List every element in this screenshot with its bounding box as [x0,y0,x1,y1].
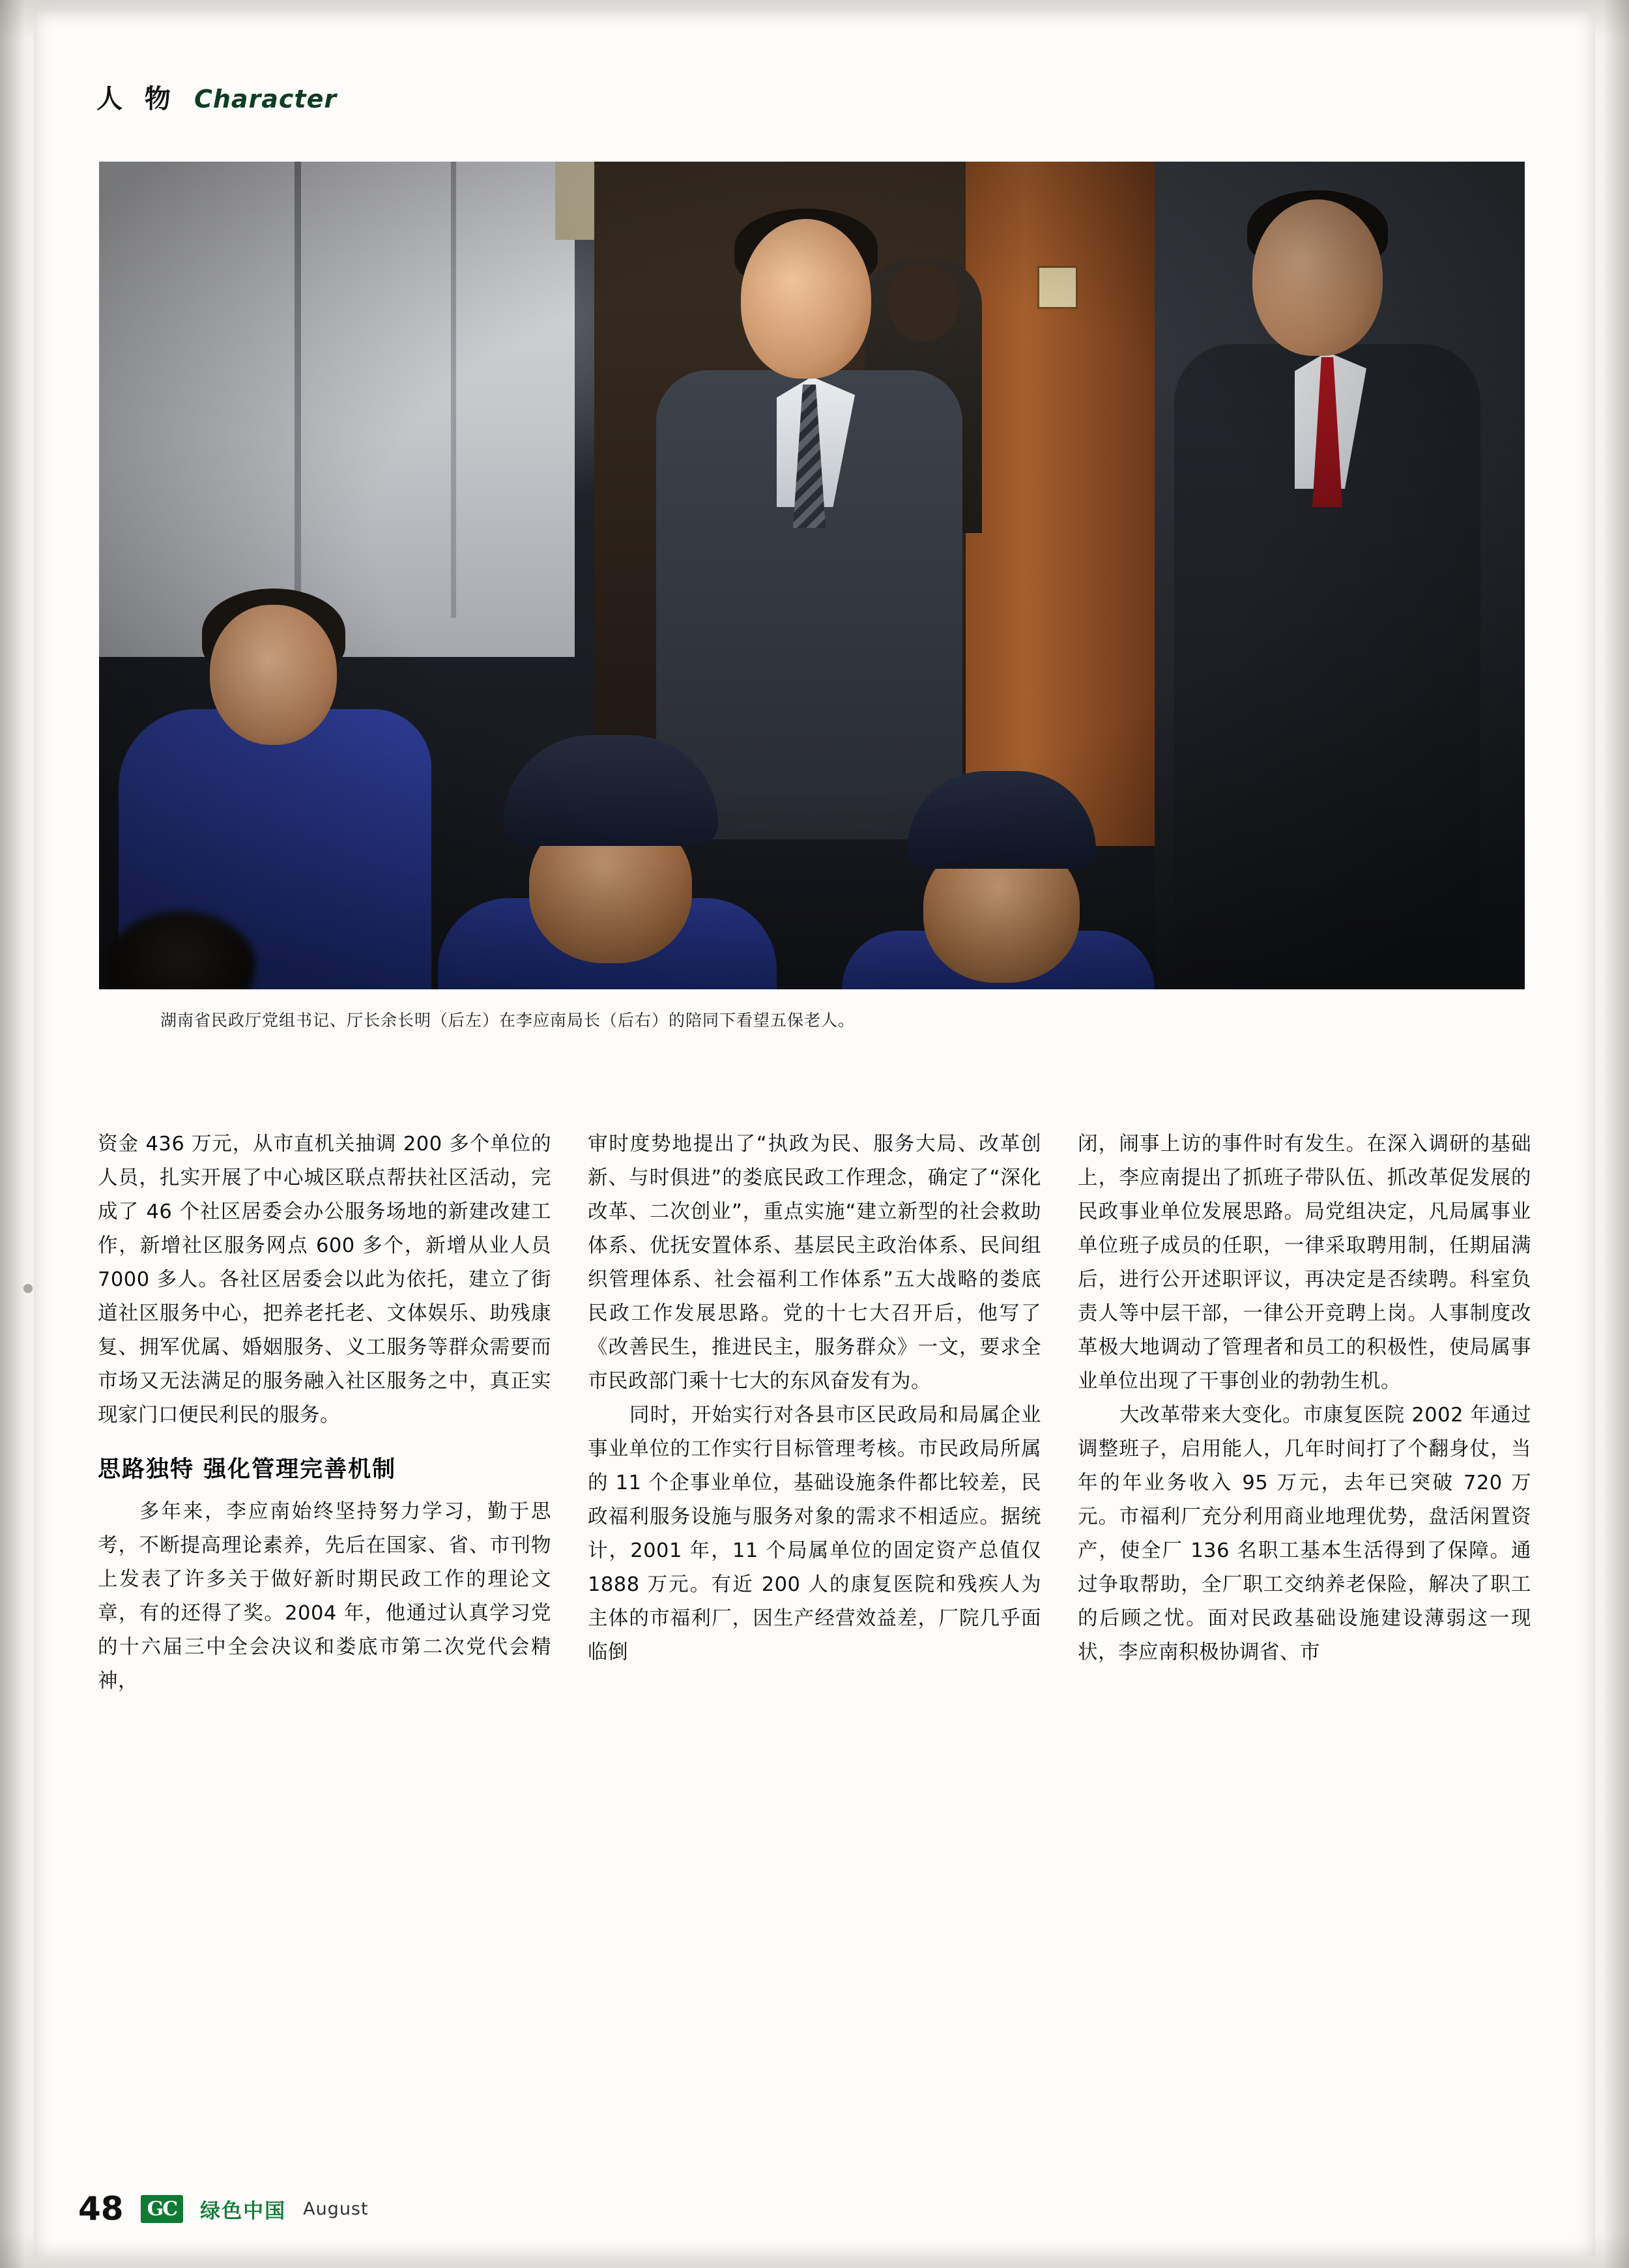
edge-blemish [23,1284,33,1293]
page-number: 48 [78,2190,124,2228]
paragraph-left-1: 资金 436 万元，从市直机关抽调 200 多个单位的人员，扎实开展了中心城区联点帮扶社区活动，完成了 46 个社区居委会办公服务场地的新建改建工作，新增社区服务网点 600 多个，新增从业人员 7000 多人。各社区居委会以此为依托，建立了街道社区服务中心，把养老托老、文体娱乐、助残康复、拥军优属、婚姻服务、义工服务等群众需要而市场又无法满足的服务融入社区服务之中，真正实现家门口便民利民的服务。 [98,1133,551,1427]
section-header [96,78,337,115]
column-right [1078,1127,1531,1698]
paragraph-left-2: 多年来，李应南始终坚持努力学习，勤于思考，不断提高理论素养，先后在国家、省、市刊物上发表了许多关于做好新时期民政工作的理论文章，有的还得了奖。2004 年，他通过认真学习党的十六届三中全会决议和娄底市第二次党代会精神， [98,1500,551,1693]
photo-caption: 湖南省民政厅党组书记、厅长余长明（后左）在李应南局长（后右）的陪同下看望五保老人。 [160,1011,856,1030]
photo-canvas [99,162,1525,989]
issue-month: August [303,2198,369,2219]
column-middle [588,1127,1041,1698]
page-footer [78,2190,369,2228]
magazine-logo-icon: GC [141,2195,184,2223]
section-title-en: Character [194,85,338,113]
paragraph-middle-2: 同时，开始实行对各县市区民政局和局属企业事业单位的工作实行目标管理考核。市民政局所属的 11 个企事业单位，基础设施条件都比较差，民政福利服务设施与服务对象的需求不相适应。据统计，2001 年，11 个局属单位的固定资产总值仅 1888 万元。有近 200 人的康复医院和残疾人为主体的市福利厂，因生产经营效益差，厂院几乎面临倒 [588,1404,1041,1664]
article-columns [98,1127,1531,1698]
paragraph-middle-1: 审时度势地提出了“执政为民、服务大局、改革创新、与时俱进”的娄底民政工作理念，确定了“深化改革、二次创业”，重点实施“建立新型的社会救助体系、优抚安置体系、基层民主政治体系、民间组织管理体系、社会福利工作体系”五大战略的娄底民政工作发展思路。党的十七大召开后，他写了《改善民生，推进民主，服务群众》一文，要求全市民政部门乘十七大的东风奋发有为。 [588,1133,1041,1393]
paragraph-right-1: 闭，闹事上访的事件时有发生。在深入调研的基础上，李应南提出了抓班子带队伍、抓改革促发展的民政事业单位发展思路。局党组决定，凡局属事业单位班子成员的任职，一律采取聘用制，任期届满后，进行公开述职评议，再决定是否续聘。科室负责人等中层干部，一律公开竞聘上岗。人事制度改革极大地调动了管理者和员工的积极性，使局属事业单位出现了干事创业的勃勃生机。 [1078,1133,1531,1393]
article-photo [99,162,1525,989]
photo-vignette [99,162,1525,989]
paragraph-right-2: 大改革带来大变化。市康复医院 2002 年通过调整班子，启用能人，几年时间打了个翻身仗，当年的年业务收入 95 万元，去年已突破 720 万元。市福利厂充分利用商业地理优势，盘活闲置资产，使全厂 136 名职工基本生活得到了保障。通过争取帮助，全厂职工交纳养老保险，解决了职工的后顾之忧。面对民政基础设施建设薄弱这一现状，李应南积极协调省、市 [1078,1404,1531,1664]
column-left [98,1127,551,1698]
magazine-brand-cn: 绿色中国 [200,2199,287,2223]
section-title-cn: 人 物 [96,84,177,114]
subheading-left: 思路独特 强化管理完善机制 [98,1457,397,1483]
